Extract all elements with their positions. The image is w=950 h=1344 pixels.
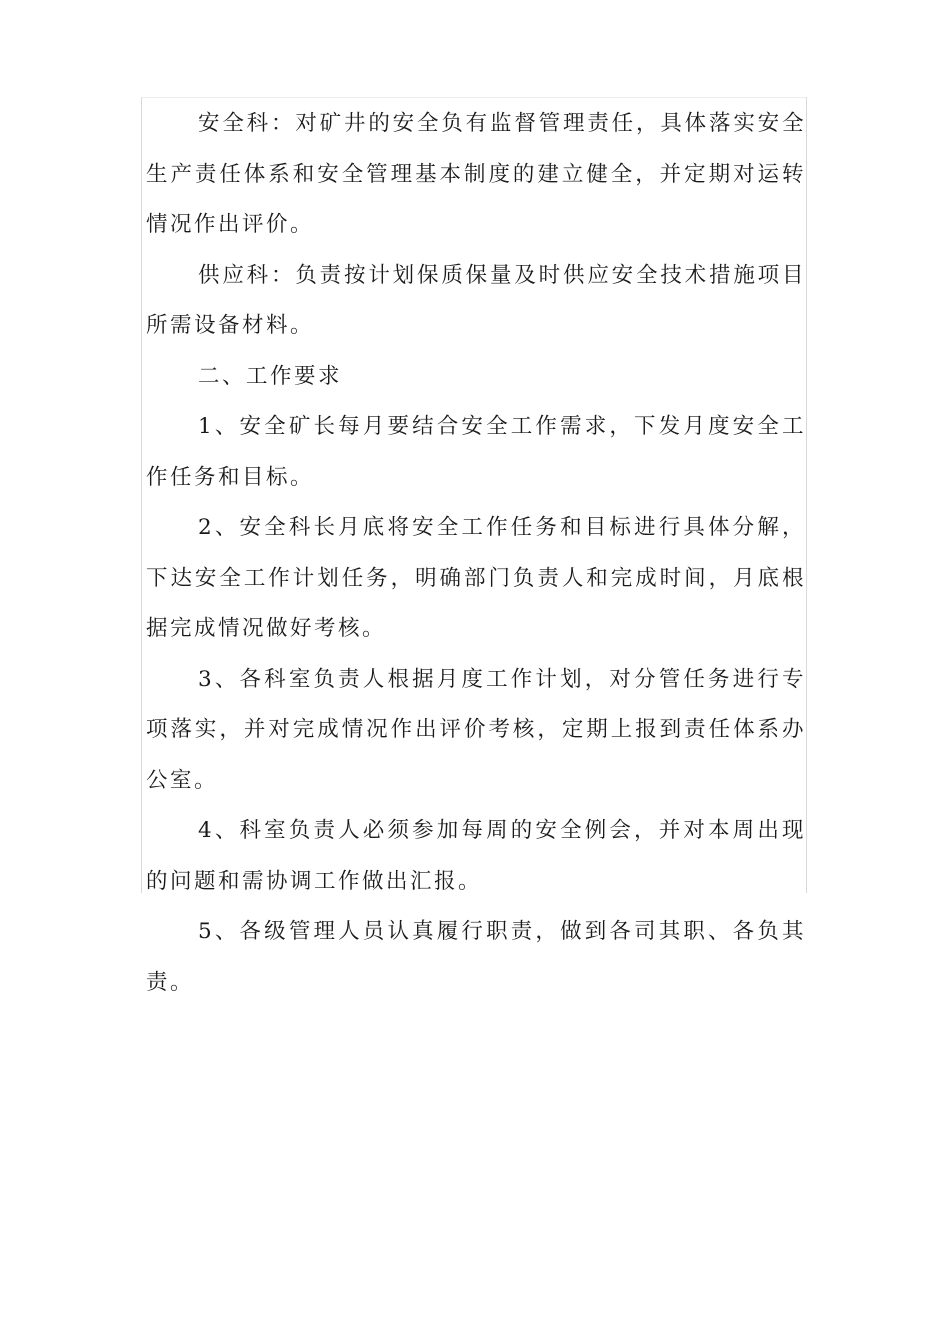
paragraph-supply-department: 供应科：负责按计划保质保量及时供应安全技术措施项目所需设备材料。 [146, 262, 806, 338]
requirement-item-4: 4、科室负责人必须参加每周的安全例会，并对本周出现的问题和需协调工作做出汇报。 [146, 818, 806, 894]
document-body [146, 99, 806, 1008]
requirement-item-2: 2、安全科长月底将安全工作任务和目标进行具体分解，下达安全工作计划任务，明确部门负责人和完成时间，月底根据完成情况做好考核。 [146, 515, 806, 641]
requirement-item-3: 3、各科室负责人根据月度工作计划，对分管任务进行专项落实，并对完成情况作出评价考核，定期上报到责任体系办公室。 [146, 666, 806, 793]
requirement-item-1: 1、安全矿长每月要结合安全工作需求，下发月度安全工作任务和目标。 [146, 414, 806, 490]
requirement-item-5: 5、各级管理人员认真履行职责，做到各司其职、各负其责。 [146, 919, 806, 995]
section-heading-work-requirements: 二、工作要求 [198, 363, 343, 389]
paragraph-safety-department: 安全科：对矿井的安全负有监督管理责任，具体落实安全生产责任体系和安全管理基本制度的建立健全，并定期对运转情况作出评价。 [146, 111, 806, 237]
